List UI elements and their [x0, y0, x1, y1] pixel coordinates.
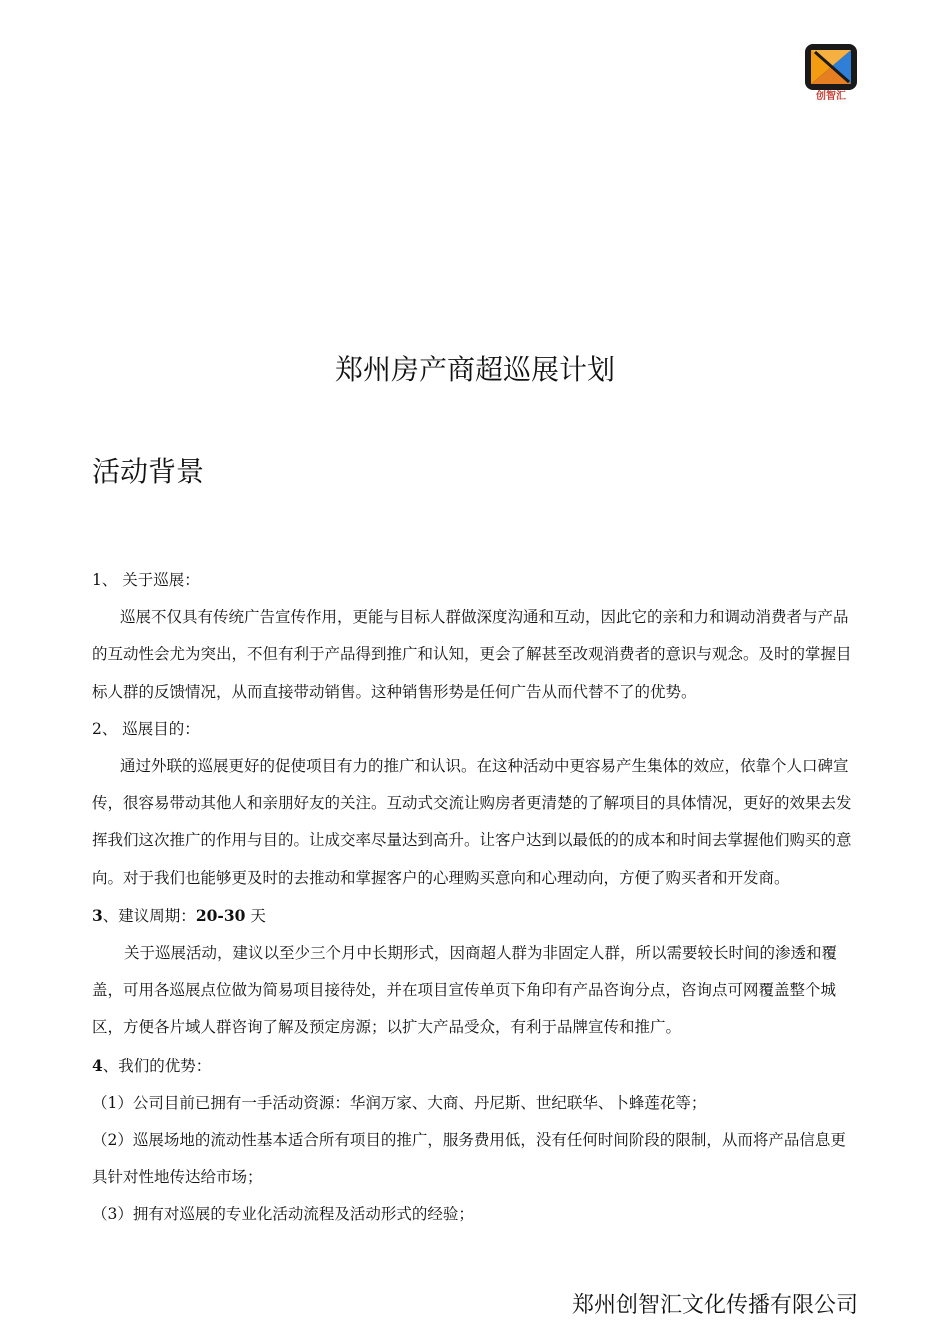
item-4-number: 4	[92, 1055, 103, 1075]
section-heading: 活动背景	[92, 455, 205, 488]
item-3-heading	[92, 897, 860, 935]
item-4-heading	[92, 1047, 860, 1085]
item-3-unit: 天	[245, 906, 266, 925]
item-3-label: 、建议周期：	[102, 906, 196, 925]
item-1-paragraph: 巡展不仅具有传统广告宣传作用，更能与目标人群做深度沟通和互动，因此它的亲和力和调动消费者与产品的互动性会尤为突出，不但有利于产品得到推广和认知，更会了解甚至改观消费者的意识与观念。及时的掌握目标人群的反馈情况，从而直接带动销售。这种销售形势是任何广告从而代替不了的优势。	[92, 608, 852, 701]
item-4-point-2: （2）巡展场地的流动性基本适合所有项目的推广，服务费用低，没有任何时间阶段的限制，从而将产品信息更具针对性地传达给市场；	[92, 1131, 846, 1187]
logo-text: 创智汇	[816, 91, 846, 102]
item-4-point-3: （3）拥有对巡展的专业化活动流程及活动形式的经验；	[92, 1205, 474, 1224]
chuangzhihui-logo-icon	[805, 44, 857, 90]
document-title: 郑州房产商超巡展计划	[334, 353, 615, 386]
item-3-number: 3	[92, 905, 103, 925]
company-logo	[802, 42, 860, 104]
item-2-paragraph: 通过外联的巡展更好的促使项目有力的推广和认识。在这种活动中更容易产生集体的效应，依靠个人口碑宣传，很容易带动其他人和亲朋好友的关注。互动式交流让购房者更清楚的了解项目的具体情况，更好的效果去发挥我们这次推广的作用与目的。让成交率尽量达到高升。让客户达到以最低的的成本和时间去掌握他们购买的意向。对于我们也能够更及时的去推动和掌握客户的心理购买意向和心理动向，方便了购买者和开发商。	[92, 757, 852, 887]
item-3-paragraph: 关于巡展活动，建议以至少三个月中长期形式，因商超人群为非固定人群，所以需要较长时间的渗透和覆盖，可用各巡展点位做为简易项目接待处，并在项目宣传单页下角印有产品咨询分点，咨询点可网覆盖整个城区，方便各片域人群咨询了解及预定房源；以扩大产品受众，有利于品牌宣传和推广。	[92, 944, 838, 1037]
item-4-label: 、我们的优势：	[102, 1056, 212, 1075]
document-body	[92, 562, 860, 1234]
item-1-heading: 1、 关于巡展：	[92, 571, 200, 589]
company-name-footer: 郑州创智汇文化传播有限公司	[571, 1293, 858, 1318]
item-4-point-1: （1）公司目前已拥有一手活动资源：华润万家、大商、丹尼斯、世纪联华、卜蜂莲花等；	[92, 1093, 707, 1112]
item-2-heading: 2、 巡展目的：	[92, 719, 200, 738]
item-3-value: 20-30	[195, 905, 246, 925]
